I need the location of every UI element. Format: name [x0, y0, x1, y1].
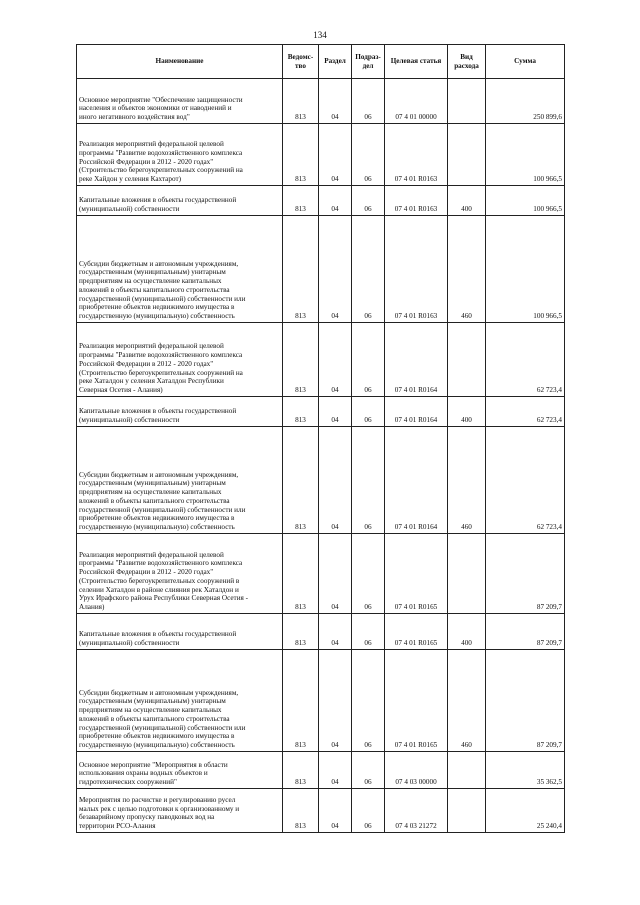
header-name: Наименование	[77, 45, 283, 79]
budget-table	[76, 44, 565, 833]
row-dept: 813	[283, 397, 319, 427]
row-subsection: 06	[352, 614, 385, 650]
row-name: Субсидии бюджетным и автономным учреждениям, государственным (муниципальным) унитарным предприятиям на осуществление капитальных вложений в объекты капитального строительства государственной (муниципальной) собственности или приобретение объектов недвижимого имущества в государственную (муниципальную) собственность	[79, 259, 246, 321]
table-row	[77, 124, 565, 186]
row-target: 07 4 03 21272	[385, 789, 448, 833]
row-section: 04	[319, 427, 352, 534]
row-dept: 813	[283, 124, 319, 186]
row-expense: 460	[448, 650, 486, 752]
row-expense	[448, 789, 486, 833]
header-expense: Вид расхода	[448, 45, 486, 79]
row-amount: 25 240,4	[486, 789, 565, 833]
table-row	[77, 614, 565, 650]
row-section: 04	[319, 323, 352, 397]
row-name: Основное мероприятие "Мероприятия в области использования охраны водных объектов и гидротехнических сооружений"	[79, 760, 228, 787]
row-section: 04	[319, 186, 352, 216]
row-section: 04	[319, 650, 352, 752]
row-expense: 400	[448, 397, 486, 427]
row-subsection: 06	[352, 789, 385, 833]
row-dept: 813	[283, 79, 319, 124]
row-expense	[448, 752, 486, 789]
row-expense: 460	[448, 427, 486, 534]
row-name: Реализация мероприятий федеральной целевой программы "Развитие водохозяйственного комплекса Российской Федерации в 2012 - 2020 годах" (Строительство берегоукрепительных сооружений в селении Хаталдон в районе слияния рек Хаталдон и Урух Ирафского района Республики Северная Осетия - Алания)	[79, 550, 249, 612]
header-target: Целевая статья	[385, 45, 448, 79]
row-amount: 100 966,5	[486, 216, 565, 323]
row-target: 07 4 01 R0164	[385, 427, 448, 534]
row-expense: 400	[448, 614, 486, 650]
row-target: 07 4 01 R0165	[385, 614, 448, 650]
row-target: 07 4 01 R0163	[385, 216, 448, 323]
row-dept: 813	[283, 186, 319, 216]
row-name: Капитальные вложения в объекты государственной (муниципальной) собственности	[79, 196, 237, 214]
row-section: 04	[319, 397, 352, 427]
row-target: 07 4 01 R0165	[385, 534, 448, 614]
table-row	[77, 752, 565, 789]
row-name-cell	[77, 216, 283, 323]
row-name: Капитальные вложения в объекты государственной (муниципальной) собственности	[79, 630, 237, 648]
row-name-cell	[77, 752, 283, 789]
row-subsection: 06	[352, 124, 385, 186]
table-row	[77, 397, 565, 427]
row-target: 07 4 01 00000	[385, 79, 448, 124]
row-expense: 460	[448, 216, 486, 323]
row-name-cell	[77, 650, 283, 752]
row-target: 07 4 01 R0163	[385, 186, 448, 216]
table-row	[77, 323, 565, 397]
row-name: Реализация мероприятий федеральной целевой программы "Развитие водохозяйственного комплекса Российской Федерации в 2012 - 2020 годах" (Строительство берегоукрепительных сооружений на реке Хаталдон у селения Хаталдон Республики Северная Осетия - Алания)	[79, 342, 243, 395]
row-name-cell	[77, 323, 283, 397]
row-expense	[448, 79, 486, 124]
row-name-cell	[77, 79, 283, 124]
page-number: 134	[313, 30, 327, 40]
row-target: 07 4 03 00000	[385, 752, 448, 789]
row-amount: 62 723,4	[486, 323, 565, 397]
row-expense	[448, 124, 486, 186]
row-dept: 813	[283, 323, 319, 397]
row-name-cell	[77, 427, 283, 534]
row-section: 04	[319, 124, 352, 186]
row-dept: 813	[283, 789, 319, 833]
table-row	[77, 427, 565, 534]
row-section: 04	[319, 789, 352, 833]
row-dept: 813	[283, 427, 319, 534]
row-expense	[448, 534, 486, 614]
row-name-cell	[77, 534, 283, 614]
row-dept: 813	[283, 216, 319, 323]
row-amount: 100 966,5	[486, 124, 565, 186]
row-target: 07 4 01 R0164	[385, 397, 448, 427]
row-dept: 813	[283, 534, 319, 614]
row-section: 04	[319, 216, 352, 323]
row-amount: 87 209,7	[486, 534, 565, 614]
header-dept: Ведомс-тво	[283, 45, 319, 79]
row-name: Субсидии бюджетным и автономным учреждениям, государственным (муниципальным) унитарным предприятиям на осуществление капитальных вложений в объекты капитального строительства государственной (муниципальной) собственности или приобретение объектов недвижимого имущества в государственную (муниципальную) собственность	[79, 470, 246, 532]
header-section: Раздел	[319, 45, 352, 79]
row-name: Мероприятия по расчистке и регулированию русел малых рек с целью подготовки к организованному и безаварийному пропуску паводковых вод на территории РСО-Алания	[79, 795, 240, 831]
header-amount: Сумма	[486, 45, 565, 79]
table-row	[77, 186, 565, 216]
row-subsection: 06	[352, 323, 385, 397]
row-subsection: 06	[352, 650, 385, 752]
row-target: 07 4 01 R0164	[385, 323, 448, 397]
row-name: Основное мероприятие "Обеспечение защищенности населения и объектов экономики от наводнений и иного негативного воздействия вод"	[79, 95, 243, 122]
table-row	[77, 216, 565, 323]
row-expense	[448, 323, 486, 397]
table-row	[77, 534, 565, 614]
row-subsection: 06	[352, 186, 385, 216]
row-amount: 87 209,7	[486, 650, 565, 752]
row-section: 04	[319, 752, 352, 789]
row-target: 07 4 01 R0165	[385, 650, 448, 752]
row-subsection: 06	[352, 216, 385, 323]
row-dept: 813	[283, 752, 319, 789]
row-subsection: 06	[352, 397, 385, 427]
row-name: Капитальные вложения в объекты государственной (муниципальной) собственности	[79, 407, 237, 425]
row-name-cell	[77, 397, 283, 427]
row-amount: 100 966,5	[486, 186, 565, 216]
row-amount: 62 723,4	[486, 397, 565, 427]
row-section: 04	[319, 614, 352, 650]
table-row	[77, 650, 565, 752]
row-subsection: 06	[352, 752, 385, 789]
row-subsection: 06	[352, 79, 385, 124]
row-subsection: 06	[352, 534, 385, 614]
row-name-cell	[77, 186, 283, 216]
row-amount: 35 362,5	[486, 752, 565, 789]
row-dept: 813	[283, 650, 319, 752]
table-header-row	[77, 45, 565, 79]
row-dept: 813	[283, 614, 319, 650]
row-name-cell	[77, 124, 283, 186]
row-expense: 400	[448, 186, 486, 216]
row-name: Субсидии бюджетным и автономным учреждениям, государственным (муниципальным) унитарным предприятиям на осуществление капитальных вложений в объекты капитального строительства государственной (муниципальной) собственности или приобретение объектов недвижимого имущества в государственную (муниципальную) собственность	[79, 688, 246, 750]
row-subsection: 06	[352, 427, 385, 534]
row-name: Реализация мероприятий федеральной целевой программы "Развитие водохозяйственного комплекса Российской Федерации в 2012 - 2020 годах" (Строительство берегоукрепительных сооружений на реке Хайдон у селения Кахтарот)	[79, 140, 243, 184]
row-name-cell	[77, 614, 283, 650]
table-row	[77, 789, 565, 833]
header-subsection: Подраз-дел	[352, 45, 385, 79]
row-amount: 250 899,6	[486, 79, 565, 124]
row-amount: 62 723,4	[486, 427, 565, 534]
row-amount: 87 209,7	[486, 614, 565, 650]
row-section: 04	[319, 79, 352, 124]
row-name-cell	[77, 789, 283, 833]
table-row	[77, 79, 565, 124]
row-section: 04	[319, 534, 352, 614]
row-target: 07 4 01 R0163	[385, 124, 448, 186]
